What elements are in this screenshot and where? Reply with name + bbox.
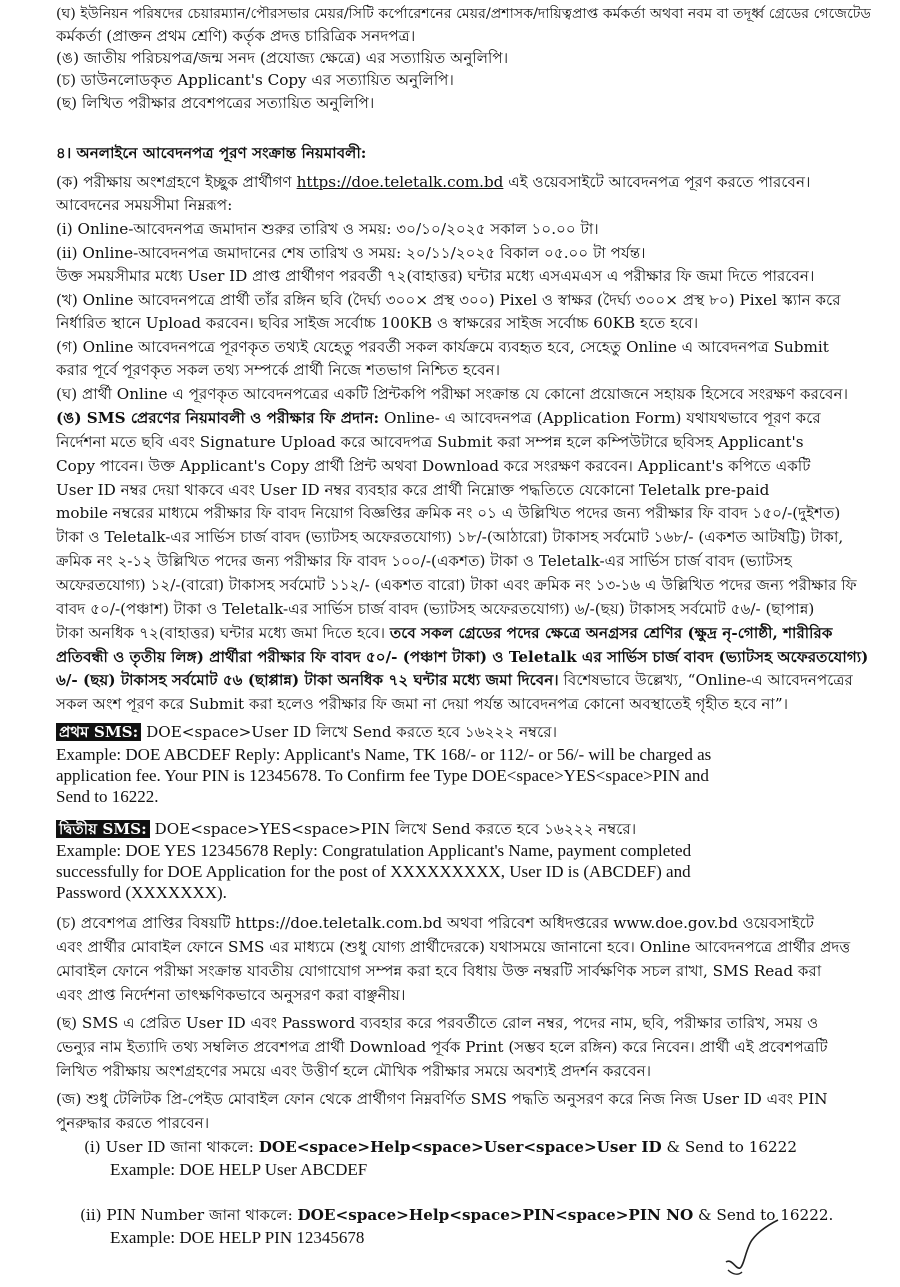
recover-pin-command: DOE<space>Help<space>PIN<space>PIN NO (297, 1206, 694, 1224)
date-end: (ii) Online-আবেদনপত্র জমাদানের শেষ তারিখ ও সময়: ২০/১১/২০২৫ বিকাল ০৫.০০ টা পর্যন্ত। (56, 244, 646, 262)
para-uma-text: Online- এ আবেদনপত্র (Application Form) যথাযথভাবে পূরণ করে (379, 409, 821, 427)
date-start: (i) Online-আবেদনপত্র জমাদান শুরুর তারিখ ও সময়: ৩০/১০/২০২৫ সকাল ১০.০০ টা। (56, 220, 599, 238)
para-uma-line5: mobile নম্বরের মাধ্যমে পরীক্ষার ফি বাবদ নিয়োগ বিজ্ঞপ্তির ক্রমিক নং ০১ এ উল্লিখিত পদের জন্য পরীক্ষার ফি বাবদ ১৫০/-(দুইশত) (56, 504, 841, 522)
sms1-line (56, 722, 876, 743)
teletalk-link[interactable]: https://doe.teletalk.com.bd (296, 173, 504, 191)
para-uma-title: (ঙ) SMS প্রেরণের নিয়মাবলী ও পরীক্ষার ফি প্রদান: (56, 409, 380, 427)
para-uma-line9: বাবদ ৫০/-(পঞ্চাশ) টাকা ও Teletalk-এর সার্ভিস চার্জ বাবদ (ভ্যাটসহ অফেরতযোগ্য) ৬/-(ছয়) টাকাসহ সর্বমোট ৫৬/- (ছাপান্ন) (56, 600, 815, 618)
para-ga-line1: (গ) Online আবেদনপত্রে পূরণকৃত তথ্যই যেহেতু পরবর্তী সকল কার্যক্রমে ব্যবহৃত হবে, সেহেতু Online এ আবেদনপত্র Submit (56, 338, 829, 356)
para-uma-line12-text: বিশেষভাবে উল্লেখ্য, “Online-এ আবেদনপত্রের (558, 671, 853, 689)
recover-userid-line (84, 1137, 876, 1158)
para-uma-line12 (56, 670, 876, 691)
recover-userid-label: (i) User ID জানা থাকলে: (84, 1138, 259, 1156)
sms1-example-line2: application fee. Your PIN is 12345678. To Confirm fee Type DOE<space>YES<space>PIN and (56, 766, 709, 785)
para-uma-line8: অফেরতযোগ্য) ১২/-(বারো) টাকাসহ সর্বমোট ১১২/- (একশত বারো) টাকা এবং ক্রমিক নং ১৩-১৬ এ উল্লিখিত পদের জন্য পরীক্ষার ফি (56, 576, 857, 594)
para-gha: (ঘ) প্রার্থী Online এ পূরণকৃত আবেদনপত্রের একটি প্রিন্টকপি পরীক্ষা সংক্রান্ত যে কোনো প্রয়োজনে সহায়ক হিসেবে সংরক্ষণ করবেন। (56, 385, 849, 403)
doc-item-chha: (ছ) লিখিত পরীক্ষার প্রবেশপত্রের সত্যায়িত অনুলিপি। (56, 94, 375, 112)
recover-userid-send: & Send to 16222 (661, 1138, 798, 1156)
para-uma-line4: User ID নম্বর দেয়া থাকবে এবং User ID নম্বর ব্যবহার করে প্রার্থী নিম্নোক্ত পদ্ধতিতে যেকোনো Teletalk pre-paid (56, 481, 770, 499)
para-chha-line2: ভেন্যুর নাম ইত্যাদি তথ্য সম্বলিত প্রবেশপত্র প্রার্থী Download পূর্বক Print (সম্ভব হলে রঙ্গিন) করে নিবেন। প্রার্থী এই প্রবেশপত্রটি (56, 1038, 828, 1056)
para-uma-line10-text: টাকা অনধিক ৭২(বাহাত্তর) ঘন্টার মধ্যে জমা দিতে হবে। (56, 624, 390, 642)
recover-pin-label: (ii) PIN Number জানা থাকলে: (80, 1206, 298, 1224)
para-cha-line1: (চ) প্রবেশপত্র প্রাপ্তির বিষয়টি https://doe.teletalk.com.bd অথবা পরিবেশ অধিদপ্তরের www.doe.gov.bd ওয়েবসাইটে (56, 914, 815, 932)
sms1-instruction: DOE<space>User ID লিখে Send করতে হবে ১৬২২২ নম্বরে। (141, 723, 558, 741)
para-ka-text-end: এই ওয়েবসাইটে আবেদনপত্র পূরণ করতে পারবেন। (503, 173, 811, 191)
recover-userid-example: Example: DOE HELP User ABCDEF (110, 1160, 368, 1179)
para-ga-line2: করার পূর্বে পূরণকৃত সকল তথ্য সম্পর্কে প্রার্থী নিজে শতভাগ নিশ্চিত হবেন। (56, 361, 501, 379)
doc-item-uma: (ঙ) জাতীয় পরিচয়পত্র/জন্ম সনদ (প্রযোজ্য ক্ষেত্রে) এর সত্যায়িত অনুলিপি। (56, 49, 509, 67)
para-cha-line2: এবং প্রার্থীর মোবাইল ফোনে SMS এর মাধ্যমে (শুধু যোগ্য প্রার্থীদেরকে) যথাসময়ে জানানো হবে। Online আবেদনপত্রে প্রার্থীর প্রদত্ত (56, 938, 851, 956)
doc-item-gha-line2: কর্মকর্তা (প্রাক্তন প্রথম শ্রেণি) কর্তৃক প্রদত্ত চারিত্রিক সনদপত্র। (56, 27, 416, 45)
sms2-instruction: DOE<space>YES<space>PIN লিখে Send করতে হবে ১৬২২২ নম্বরে। (149, 820, 637, 838)
para-uma-line12-bold: ৬/- (ছয়) টাকাসহ সর্বমোট ৫৬ (ছাপ্পান্ন) টাকা অনধিক ৭২ ঘন্টার মধ্যে জমা দিবেন। (56, 671, 559, 689)
para-cha-line4: এবং প্রাপ্ত নির্দেশনা তাৎক্ষণিকভাবে অনুসরণ করা বাঞ্ছনীয়। (56, 986, 406, 1004)
recover-pin-send: & Send to 16222. (693, 1206, 834, 1224)
para-ka-text: (ক) পরীক্ষায় অংশগ্রহণে ইচ্ছুক প্রার্থীগণ (56, 173, 297, 191)
sms2-line (56, 819, 876, 840)
para-uma-line2: নির্দেশনা মতে ছবি এবং Signature Upload করে আবেদপত্র Submit করা সম্পন্ন হলে কম্পিউটারে ছবিসহ Applicant's (56, 433, 804, 451)
recover-pin-example: Example: DOE HELP PIN 12345678 (110, 1228, 365, 1247)
sms2-example-line1: Example: DOE YES 12345678 Reply: Congratulation Applicant's Name, payment completed (56, 841, 692, 860)
signature-mark (722, 1218, 782, 1278)
para-ja-line2: পুনরুদ্ধার করতে পারবেন। (56, 1114, 210, 1132)
para-uma-line10 (56, 623, 876, 644)
para-chha-line1: (ছ) SMS এ প্রেরিত User ID এবং Password ব্যবহার করে পরবর্তীতে রোল নম্বর, পদের নাম, ছবি, পরীক্ষার তারিখ, সময় ও (56, 1014, 819, 1032)
sms1-label: প্রথম SMS: (56, 723, 141, 741)
para-uma-line1 (56, 408, 876, 429)
para-uma-line7: ক্রমিক নং ২-১২ উল্লিখিত পদের জন্য পরীক্ষার ফি বাবদ ১০০/-(একশত) টাকা ও Teletalk-এর সার্ভিস চার্জ বাবদ (ভ্যাটসহ (56, 552, 792, 570)
para-uma-line6: টাকা ও Teletalk-এর সার্ভিস চার্জ বাবদ (ভ্যাটসহ অফেরতযোগ্য) ১৮/-(আঠারো) টাকাসহ সর্বমোট ১৬৮/- (একশত আটষট্টি) টাকা, (56, 528, 844, 546)
section-heading: ৪। অনলাইনে আবেদনপত্র পূরণ সংক্রান্ত নিয়মাবলী: (56, 144, 367, 162)
sms2-label: দ্বিতীয় SMS: (56, 820, 150, 838)
doc-item-cha: (চ) ডাউনলোডকৃত Applicant's Copy এর সত্যায়িত অনুলিপি। (56, 71, 454, 89)
sms2-example-line3: Password (XXXXXXX). (56, 883, 227, 902)
fee-window: উক্ত সময়সীমার মধ্যে User ID প্রাপ্ত প্রার্থীগণ পরবর্তী ৭২(বাহাত্তর) ঘন্টার মধ্যে এসএমএস এ পরীক্ষার ফি জমা দিতে পারবেন। (56, 267, 815, 285)
para-ka-line2: আবেদনের সময়সীমা নিম্নরূপ: (56, 196, 233, 214)
sms1-example-line1: Example: DOE ABCDEF Reply: Applicant's Name, TK 168/- or 112/- or 56/- will be charged as (56, 745, 712, 764)
para-uma-line10-bold: তবে সকল গ্রেডের পদের ক্ষেত্রে অনগ্রসর শ্রেণির (ক্ষুদ্র নৃ-গোষ্ঠী, শারীরিক (389, 624, 833, 642)
para-chha-line3: লিখিত পরীক্ষায় অংশগ্রহণের সময়ে এবং উত্তীর্ণ হলে মৌখিক পরীক্ষার সময়ে অবশ্যই প্রদর্শন করবেন। (56, 1062, 652, 1080)
para-uma-line3: Copy পাবেন। উক্ত Applicant's Copy প্রার্থী প্রিন্ট অথবা Download করে সংরক্ষণ করবেন। Applicant's কপিতে একটি (56, 457, 811, 475)
doc-item-gha-line1: (ঘ) ইউনিয়ন পরিষদের চেয়ারম্যান/পৌরসভার মেয়র/সিটি কর্পোরেশনের মেয়র/প্রশাসক/দায়িত্বপ্রাপ্ত কর্মকর্তা অথবা নবম বা তদূর্ধ্ব গ্রেডের গেজেটেড (56, 6, 871, 22)
recover-userid-command: DOE<space>Help<space>User<space>User ID (258, 1138, 662, 1156)
para-ja-line1: (জ) শুধু টেলিটক প্রি-পেইড মোবাইল ফোন থেকে প্রার্থীগণ নিম্নবর্ণিত SMS পদ্ধতি অনুসরণ করে নিজ নিজ User ID এবং PIN (56, 1090, 828, 1108)
para-kha-line2: নির্ধারিত স্থানে Upload করবেন। ছবির সাইজ সর্বোচ্চ 100KB ও স্বাক্ষরের সাইজ সর্বোচ্চ 60KB হতে হবে। (56, 314, 699, 332)
para-uma-line11: প্রতিবন্ধী ও তৃতীয় লিঙ্গ) প্রার্থীরা পরীক্ষার ফি বাবদ ৫০/- (পঞ্চাশ টাকা) ও Teletalk এর সার্ভিস চার্জ বাবদ (ভ্যাটসহ অফেরতযোগ্য) (56, 648, 869, 666)
para-uma-line13: সকল অংশ পূরণ করে Submit করা হলেও পরীক্ষার ফি জমা না দেয়া পর্যন্ত আবেদনপত্র কোনো অবস্থাতেই গৃহীত হবে না”। (56, 695, 789, 713)
para-ka-line1 (56, 172, 876, 193)
para-cha-line3: মোবাইল ফোনে পরীক্ষা সংক্রান্ত যাবতীয় যোগাযোগ সম্পন্ন করা হবে বিধায় উক্ত নম্বরটি সার্বক্ষণিক সচল রাখা, SMS Read করা (56, 962, 822, 980)
sms1-example-line3: Send to 16222. (56, 787, 159, 806)
sms2-example-line2: successfully for DOE Application for the post of XXXXXXXXX, User ID is (ABCDEF) and (56, 862, 691, 881)
para-kha-line1: (খ) Online আবেদনপত্রে প্রার্থী তাঁর রঙ্গিন ছবি (দৈর্ঘ্য ৩০০× প্রস্থ ৩০০) Pixel ও স্বাক্ষর (দৈর্ঘ্য ৩০০× প্রস্থ ৮০) Pixel স্ক্যান করে (56, 291, 841, 309)
